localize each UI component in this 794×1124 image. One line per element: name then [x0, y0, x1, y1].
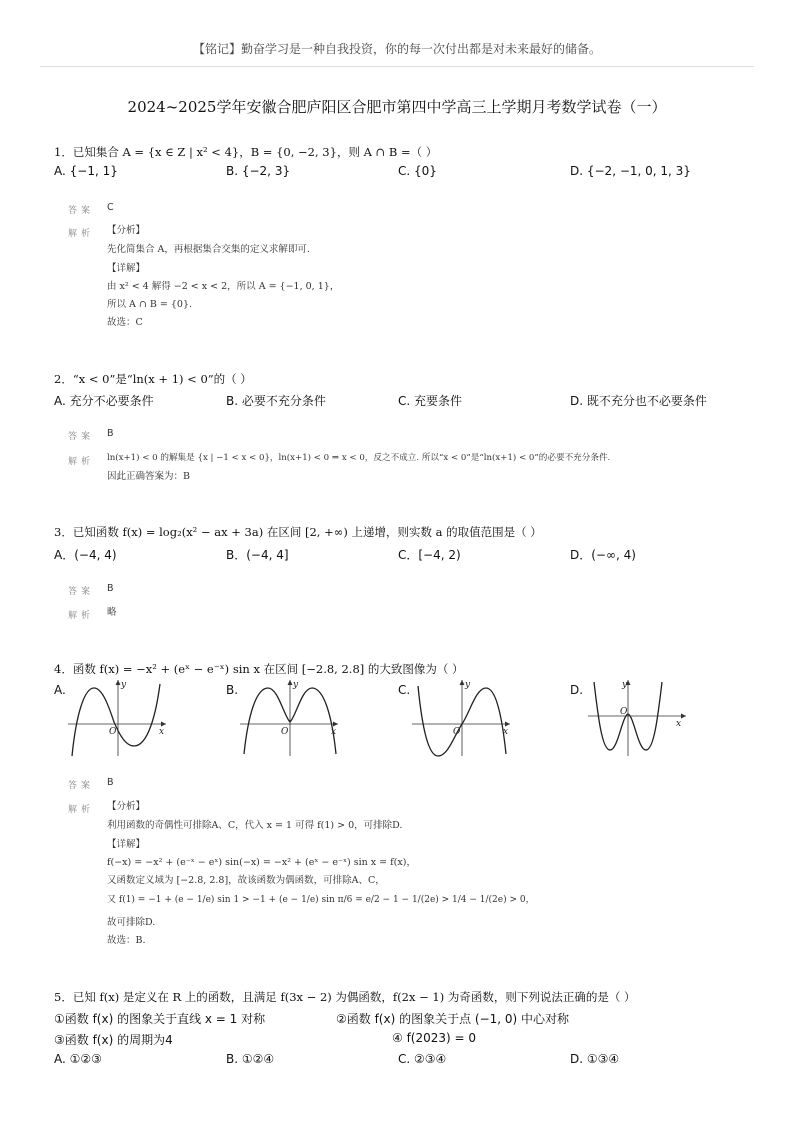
q4-graph-b[interactable]	[236, 676, 346, 760]
x-axis-label: x	[159, 727, 165, 737]
q4-analysis-line: 利用函数的奇偶性可排除A、C，代入 x = 1 可得 f(1) > 0，可排除D.	[107, 820, 403, 831]
q1-option-b[interactable]: B. {−2, 3}	[226, 164, 291, 178]
q1-analysis-line: 故选：C	[107, 317, 143, 328]
q2-option-c[interactable]: C. 充要条件	[398, 394, 463, 408]
q4-option-d[interactable]: D.	[570, 683, 584, 697]
q4-analysis-label: 解析	[68, 805, 95, 815]
y-axis-arrow	[116, 680, 121, 685]
header-divider	[40, 66, 754, 67]
x-axis-arrow	[505, 722, 510, 727]
q5-statement-3: ③函数 f(x) 的周期为4	[54, 1033, 173, 1047]
q2-analysis-label: 解析	[68, 457, 95, 467]
q1-analysis-line: 【详解】	[107, 263, 146, 274]
x-axis-label: x	[331, 727, 337, 737]
y-axis-arrow	[288, 680, 293, 685]
q2-answer-label: 答案	[68, 432, 95, 442]
q1-analysis-line: 由 x² < 4 解得 −2 < x < 2，所以 A = {−1, 0, 1}，	[107, 281, 340, 292]
q5-statement-1: ①函数 f(x) 的图象关于直线 x = 1 对称	[54, 1012, 266, 1026]
q2-option-b[interactable]: B. 必要不充分条件	[226, 394, 326, 408]
q4-answer-label: 答案	[68, 781, 95, 791]
x-axis-arrow	[681, 714, 686, 719]
question-5-stem: 5．已知 f(x) 是定义在 R 上的函数，且满足 f(3x − 2) 为偶函数，f(2x − 1) 为奇函数，则下列说法正确的是（ ）	[54, 990, 636, 1004]
q1-analysis-line: 先化简集合 A，再根据集合交集的定义求解即可.	[107, 244, 310, 255]
q1-option-d[interactable]: D. {−2, −1, 0, 1, 3}	[570, 164, 691, 178]
origin-label: O	[453, 727, 461, 737]
y-axis-label: y	[465, 680, 471, 690]
q4-analysis-line: 又 f(1) = −1 + (e − 1/e) sin 1 > −1 + (e − 1/e) sin π/6 = e/2 − 1 − 1/(2e) > 1/4 − 1/(2e) > 0，	[107, 895, 535, 905]
y-axis-label: y	[121, 680, 127, 690]
q2-option-a[interactable]: A. 充分不必要条件	[54, 394, 154, 408]
y-axis-arrow	[460, 680, 465, 685]
question-2-stem: 2．“x < 0”是“ln(x + 1) < 0”的（ ）	[54, 372, 252, 386]
q4-analysis-line: 故选：B.	[107, 935, 146, 946]
curve	[72, 684, 160, 756]
question-4-stem: 4．函数 f(x) = −x² + (eˣ − e⁻ˣ) sin x 在区间 [−2.8, 2.8] 的大致图像为（ ）	[54, 662, 464, 676]
x-axis-arrow	[161, 722, 166, 727]
q2-option-d[interactable]: D. 既不充分也不必要条件	[570, 394, 707, 408]
q3-option-d[interactable]: D．(−∞, 4)	[570, 548, 636, 562]
q1-option-a[interactable]: A. {−1, 1}	[54, 164, 118, 178]
origin-label: O	[109, 727, 117, 737]
q3-analysis-line: 略	[107, 607, 117, 618]
q4-option-b[interactable]: B.	[226, 683, 239, 697]
q4-graph-a[interactable]	[64, 676, 174, 760]
q4-graph-d[interactable]	[584, 676, 694, 760]
x-axis-label: x	[503, 727, 509, 737]
q4-option-a[interactable]: A.	[54, 683, 66, 697]
q1-answer: C	[107, 202, 114, 213]
origin-label: O	[281, 727, 289, 737]
q4-analysis-line: 又函数定义域为 [−2.8, 2.8]，故该函数为偶函数，可排除A、C，	[107, 875, 385, 886]
q4-analysis-line: f(−x) = −x² + (e⁻ˣ − eˣ) sin(−x) = −x² + (eˣ − e⁻ˣ) sin x = f(x)，	[107, 857, 416, 868]
y-axis-label: y	[622, 680, 628, 690]
q1-analysis-label: 解析	[68, 229, 95, 239]
question-1-stem: 1．已知集合 A = {x ∈ Z | x² < 4}，B = {0, −2, 3}，则 A ∩ B =（ ）	[54, 145, 438, 159]
q1-analysis-line: 所以 A ∩ B = {0}.	[107, 299, 193, 310]
header-motto: 【铭记】勤奋学习是一种自我投资，你的每一次付出都是对未来最好的储备。	[192, 42, 601, 56]
q4-graph-c[interactable]	[408, 676, 518, 760]
q2-analysis-line: 因此正确答案为：B	[107, 471, 190, 482]
q3-analysis-label: 解析	[68, 611, 95, 621]
q4-analysis-line: 故可排除D.	[107, 917, 156, 928]
q3-answer: B	[107, 583, 114, 594]
q3-option-c[interactable]: C．[−4, 2)	[398, 548, 461, 562]
q1-analysis-line: 【分析】	[107, 225, 146, 236]
q5-statement-2: ②函数 f(x) 的图象关于点 (−1, 0) 中心对称	[336, 1012, 570, 1026]
origin-label: O	[620, 707, 628, 717]
q5-option-d[interactable]: D. ①③④	[570, 1052, 620, 1066]
q5-option-c[interactable]: C. ②③④	[398, 1052, 447, 1066]
q4-answer: B	[107, 777, 114, 788]
x-axis-arrow	[333, 722, 338, 727]
page-title: 2024~2025学年安徽合肥庐阳区合肥市第四中学高三上学期月考数学试卷（一）	[127, 98, 667, 116]
q4-option-c[interactable]: C.	[398, 683, 411, 697]
q3-answer-label: 答案	[68, 587, 95, 597]
q5-option-b[interactable]: B. ①②④	[226, 1052, 275, 1066]
q1-answer-label: 答案	[68, 206, 95, 216]
question-3-stem: 3．已知函数 f(x) = log₂(x² − ax + 3a) 在区间 [2, +∞) 上递增，则实数 a 的取值范围是（ ）	[54, 525, 542, 539]
q2-analysis-line: ln(x+1) < 0 的解集是 {x | −1 < x < 0}，ln(x+1) < 0 ⇒ x < 0，反之不成立. 所以“x < 0”是“ln(x+1) < 0”的必要不充分条件.	[107, 453, 611, 463]
q1-option-c[interactable]: C. {0}	[398, 164, 437, 178]
q5-option-a[interactable]: A. ①②③	[54, 1052, 102, 1066]
q3-option-b[interactable]: B．(−4, 4]	[226, 548, 289, 562]
y-axis-label: y	[293, 680, 299, 690]
q3-option-a[interactable]: A．(−4, 4)	[54, 548, 117, 562]
q4-analysis-line: 【分析】	[107, 801, 146, 812]
x-axis-label: x	[676, 719, 682, 729]
q4-analysis-line: 【详解】	[107, 839, 146, 850]
q2-answer: B	[107, 428, 114, 439]
q5-statement-4: ④ f(2023) = 0	[392, 1031, 477, 1045]
